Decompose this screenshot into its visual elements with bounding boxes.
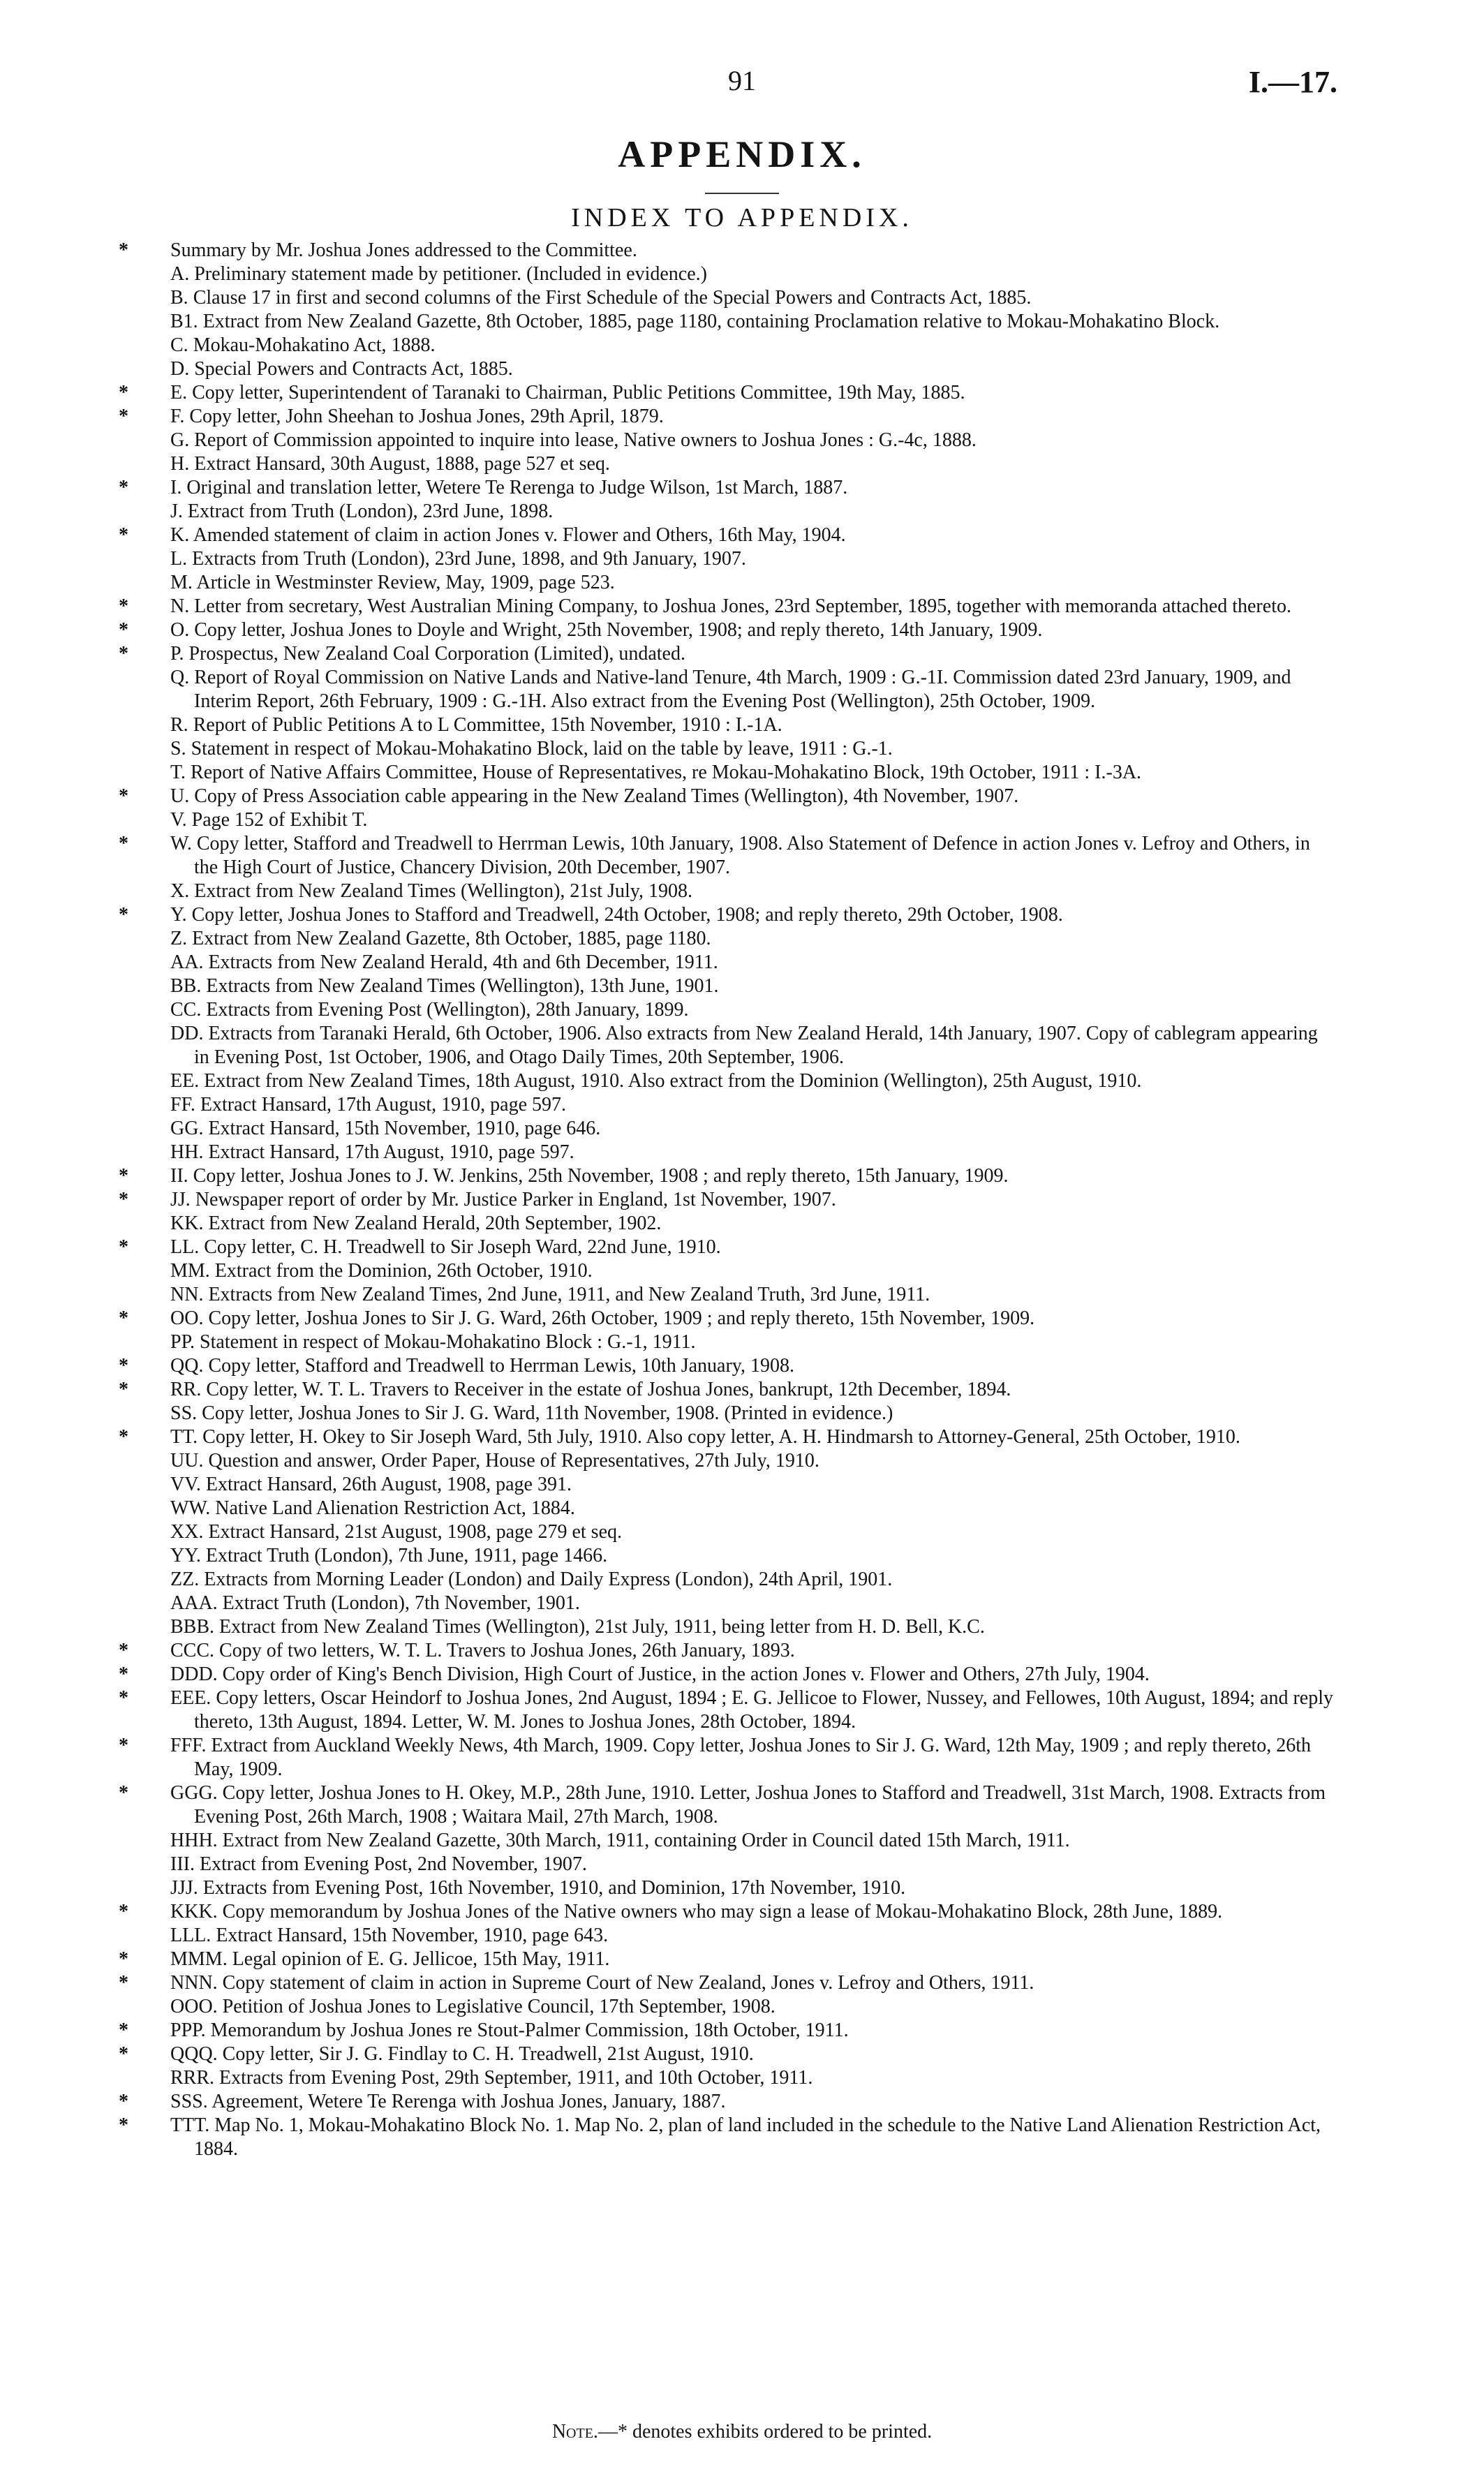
index-entry bbox=[105, 1402, 1337, 1425]
entry-label: QQ. bbox=[170, 1355, 204, 1377]
index-entry bbox=[105, 1425, 1337, 1449]
entry-text: Extract from Evening Post, 2nd November, 1907. bbox=[199, 1853, 587, 1875]
entry-text: Extracts from Truth (London), 23rd June, 1898, and 9th January, 1907. bbox=[192, 548, 746, 570]
printed-marker: * bbox=[119, 1735, 128, 1756]
index-entry bbox=[105, 2019, 1337, 2043]
entry-text: Copy letter, Sir J. G. Findlay to C. H. Treadwell, 21st August, 1910. bbox=[222, 2043, 754, 2065]
entry-label: U. bbox=[170, 785, 190, 807]
entry-label: S. bbox=[170, 738, 186, 759]
printed-marker: * bbox=[119, 1972, 128, 1994]
footnote-text: * denotes exhibits ordered to be printed. bbox=[617, 2421, 933, 2443]
page-subtitle: INDEX TO APPENDIX. bbox=[571, 203, 913, 232]
entry-label: AA. bbox=[170, 951, 204, 973]
entry-label: DDD. bbox=[170, 1663, 218, 1685]
printed-marker: * bbox=[119, 1307, 128, 1329]
index-entry bbox=[105, 500, 1337, 524]
entry-text: Extract from New Zealand Gazette, 8th October, 1885, page 1180. bbox=[192, 928, 711, 949]
entry-text: Statement in respect of Mokau-Mohakatino Block, laid on the table by leave, 1911 : G.-1. bbox=[191, 738, 893, 759]
entry-label: YY. bbox=[170, 1545, 201, 1566]
entry-text: Extracts from Morning Leader (London) and Daily Express (London), 24th April, 1901. bbox=[204, 1569, 893, 1590]
index-entry bbox=[105, 1995, 1337, 2019]
entry-label: GGG. bbox=[170, 1782, 218, 1804]
index-entry bbox=[105, 1615, 1337, 1639]
index-entry bbox=[105, 1971, 1337, 1995]
index-entry bbox=[105, 476, 1337, 500]
index-entry bbox=[105, 1829, 1337, 1853]
entry-text: Extracts from New Zealand Herald, 4th and 6th December, 1911. bbox=[208, 951, 718, 973]
index-entry bbox=[105, 974, 1337, 998]
entry-text: Extract from Auckland Weekly News, 4th March, 1909. Copy letter, Joshua Jones to Sir J. G. Ward, 12th May, 1909 ; and reply thereto, 26th May, 1909. bbox=[194, 1735, 1312, 1780]
index-entry bbox=[105, 310, 1337, 334]
index-entry bbox=[105, 1853, 1337, 1876]
entry-label: SSS. bbox=[170, 2091, 208, 2112]
index-entry bbox=[105, 334, 1337, 357]
index-entry bbox=[105, 2114, 1337, 2161]
entry-label: XX. bbox=[170, 1521, 204, 1543]
entry-label: I. bbox=[170, 477, 182, 498]
entry-text: Copy letter, Stafford and Treadwell to Herrman Lewis, 10th January, 1908. bbox=[208, 1355, 794, 1377]
entry-text: Legal opinion of E. G. Jellicoe, 15th May, 1911. bbox=[232, 1948, 610, 1970]
entry-text: Memorandum by Joshua Jones re Stout-Palmer Commission, 18th October, 1911. bbox=[210, 2020, 849, 2041]
entry-label: E. bbox=[170, 382, 188, 403]
entry-label: K. bbox=[170, 524, 190, 546]
index-entry bbox=[105, 1592, 1337, 1615]
entry-label: DD. bbox=[170, 1023, 204, 1044]
printed-marker: * bbox=[119, 2020, 128, 2041]
entry-label: UU. bbox=[170, 1450, 204, 1472]
entry-label: EE. bbox=[170, 1070, 200, 1092]
entry-text: Prospectus, New Zealand Coal Corporation (Limited), undated. bbox=[188, 643, 685, 665]
index-entry bbox=[105, 2043, 1337, 2066]
entry-text: Extract from New Zealand Gazette, 8th October, 1885, page 1180, containing Proclamation relative to Mokau-Mohakatino Block. bbox=[202, 311, 1220, 332]
entry-label: JJJ. bbox=[170, 1877, 198, 1899]
entry-label: BBB. bbox=[170, 1616, 215, 1638]
index-entry bbox=[105, 1639, 1337, 1663]
index-entry bbox=[105, 1117, 1337, 1141]
index-entry bbox=[105, 1449, 1337, 1473]
entry-label: VV. bbox=[170, 1474, 201, 1495]
entry-label: T. bbox=[170, 762, 186, 783]
entry-text: Amended statement of claim in action Jones v. Flower and Others, 16th May, 1904. bbox=[193, 524, 846, 546]
entry-text: Mokau-Mohakatino Act, 1888. bbox=[193, 334, 436, 356]
entry-label: II. bbox=[170, 1165, 188, 1187]
entry-label: Q. bbox=[170, 667, 190, 688]
entry-label: HH. bbox=[170, 1141, 204, 1163]
index-list bbox=[105, 239, 1337, 2161]
entry-text: Copy letters, Oscar Heindorf to Joshua Jones, 2nd August, 1894 ; E. G. Jellicoe to Flower, Nussey, and Fellowes, 10th August, 1894; and reply thereto, 13th August, 1894. Letter, W. M. Jones to Joshua Jones, 28th October, 1894. bbox=[194, 1687, 1333, 1733]
index-entry bbox=[105, 1188, 1337, 1212]
printed-marker: * bbox=[119, 904, 128, 926]
entry-text: Question and answer, Order Paper, House of Representatives, 27th July, 1910. bbox=[208, 1450, 819, 1472]
index-entry bbox=[105, 1141, 1337, 1164]
entry-text: Extracts from Evening Post, 16th November, 1910, and Dominion, 17th November, 1910. bbox=[202, 1877, 906, 1899]
entry-text: Extract from the Dominion, 26th October, 1910. bbox=[214, 1260, 593, 1282]
index-entry bbox=[105, 1497, 1337, 1520]
entry-label: CCC. bbox=[170, 1640, 215, 1661]
entry-label: LLL. bbox=[170, 1925, 212, 1946]
entry-text: Extract Truth (London), 7th November, 1901. bbox=[222, 1592, 580, 1614]
index-entry bbox=[105, 239, 1337, 262]
index-entry bbox=[105, 547, 1337, 571]
entry-text: Copy letter, H. Okey to Sir Joseph Ward, 5th July, 1910. Also copy letter, A. H. Hindmarsh to Attorney-General, 25th October, 1910. bbox=[202, 1426, 1240, 1448]
index-entry bbox=[105, 1354, 1337, 1378]
entry-text: Report of Royal Commission on Native Lands and Native-land Tenure, 4th March, 1909 : G.-1I. Commission dated 23rd January, 1909, and Interim Report, 26th February, 1909 : G.-1H. Also extract from the Evening Post (Wellington), 25th October, 1909. bbox=[194, 667, 1291, 712]
index-entry bbox=[105, 429, 1337, 452]
entry-label: M. bbox=[170, 572, 193, 593]
index-entry bbox=[105, 1259, 1337, 1283]
index-entry bbox=[105, 571, 1337, 595]
entry-text: Extracts from New Zealand Times (Wellington), 13th June, 1901. bbox=[206, 975, 719, 997]
entry-label: FFF. bbox=[170, 1735, 207, 1756]
entry-text: Preliminary statement made by petitioner. (Included in evidence.) bbox=[194, 263, 707, 285]
entry-label: KK. bbox=[170, 1213, 204, 1234]
index-entry bbox=[105, 1900, 1337, 1924]
index-entry bbox=[105, 713, 1337, 737]
document-reference: I.—17. bbox=[1248, 65, 1337, 99]
entry-text: Extract Hansard, 17th August, 1910, page 597. bbox=[208, 1141, 574, 1163]
entry-text: Clause 17 in first and second columns of the First Schedule of the Special Powers and Contracts Act, 1885. bbox=[193, 287, 1032, 309]
index-entry bbox=[105, 1283, 1337, 1307]
entry-text: Copy letter, W. T. L. Travers to Receiver in the estate of Joshua Jones, bankrupt, 12th December, 1894. bbox=[206, 1379, 1011, 1400]
entry-label: J. bbox=[170, 501, 183, 522]
entry-label: HHH. bbox=[170, 1830, 218, 1851]
index-entry bbox=[105, 1022, 1337, 1069]
index-entry bbox=[105, 832, 1337, 880]
entry-text: Article in Westminster Review, May, 1909, page 523. bbox=[196, 572, 615, 593]
entry-text: Copy statement of claim in action in Supreme Court of New Zealand, Jones v. Lefroy and Others, 1911. bbox=[222, 1972, 1034, 1994]
entry-text: Copy letter, Superintendent of Taranaki to Chairman, Public Petitions Committee, 19th May, 1885. bbox=[192, 382, 965, 403]
entry-text: Copy order of King's Bench Division, High Court of Justice, in the action Jones v. Flower and Others, 27th July, 1904. bbox=[222, 1663, 1150, 1685]
index-entry bbox=[105, 951, 1337, 974]
printed-marker: * bbox=[119, 1948, 128, 1970]
index-entry bbox=[105, 1069, 1337, 1093]
index-entry bbox=[105, 2066, 1337, 2090]
entry-text: Letter from secretary, West Australian Mining Company, to Joshua Jones, 23rd September, 1895, together with memoranda attached thereto. bbox=[194, 595, 1291, 617]
printed-marker: * bbox=[119, 1236, 128, 1258]
entry-text: Agreement, Wetere Te Rerenga with Joshua Jones, January, 1887. bbox=[212, 2091, 726, 2112]
printed-marker: * bbox=[119, 1901, 128, 1922]
index-entry bbox=[105, 1734, 1337, 1781]
index-entry bbox=[105, 1544, 1337, 1568]
entry-label: QQQ. bbox=[170, 2043, 218, 2065]
entry-label: SS. bbox=[170, 1402, 198, 1424]
index-entry bbox=[105, 1876, 1337, 1900]
printed-marker: * bbox=[119, 2043, 128, 2065]
entry-text: Copy letter, Joshua Jones to Stafford and Treadwell, 24th October, 1908; and reply thereto, 29th October, 1908. bbox=[191, 904, 1063, 926]
entry-label: W. bbox=[170, 833, 192, 854]
printed-marker: * bbox=[119, 595, 128, 617]
index-entry bbox=[105, 1473, 1337, 1497]
entry-text: Extract Hansard, 26th August, 1908, page 391. bbox=[205, 1474, 572, 1495]
entry-label: RRR. bbox=[170, 2067, 215, 2089]
footnote-label: Note.— bbox=[551, 2421, 618, 2443]
entry-label: OO. bbox=[170, 1307, 204, 1329]
entry-text: Newspaper report of order by Mr. Justice Parker in England, 1st November, 1907. bbox=[195, 1189, 836, 1210]
entry-text: Copy letter, John Sheehan to Joshua Jones, 29th April, 1879. bbox=[189, 406, 664, 427]
index-entry bbox=[105, 880, 1337, 903]
index-entry bbox=[105, 1236, 1337, 1259]
entry-text: Extract from New Zealand Times (Wellington), 21st July, 1908. bbox=[194, 880, 692, 902]
index-entry bbox=[105, 903, 1337, 927]
entry-label: R. bbox=[170, 714, 188, 736]
entry-label: PPP. bbox=[170, 2020, 206, 2041]
entry-label: WW. bbox=[170, 1497, 211, 1519]
entry-text: Map No. 1, Mokau-Mohakatino Block No. 1. Map No. 2, plan of land included in the schedule to the Native Land Alienation Restriction Act, 1884. bbox=[194, 2114, 1321, 2160]
entry-label: AAA. bbox=[170, 1592, 218, 1614]
index-entry bbox=[105, 1212, 1337, 1236]
index-entry bbox=[105, 381, 1337, 405]
entry-label: D. bbox=[170, 358, 190, 380]
entry-text: Copy letter, Stafford and Treadwell to Herrman Lewis, 10th January, 1908. Also Statement of Defence in action Jones v. Lefroy and Others, in the High Court of Justice, Chancery Division, 20th December, 1907. bbox=[194, 833, 1310, 878]
entry-text: Copy letter, Joshua Jones to Sir J. G. Ward, 11th November, 1908. (Printed in evidence.) bbox=[202, 1402, 893, 1424]
printed-marker: * bbox=[119, 1663, 128, 1685]
entry-label: MMM. bbox=[170, 1948, 228, 1970]
entry-label: PP. bbox=[170, 1331, 195, 1353]
printed-marker: * bbox=[119, 1355, 128, 1377]
index-entry bbox=[105, 452, 1337, 476]
entry-label: CC. bbox=[170, 999, 202, 1021]
entry-text: Copy of two letters, W. T. L. Travers to Joshua Jones, 26th January, 1893. bbox=[219, 1640, 795, 1661]
entry-label: C. bbox=[170, 334, 188, 356]
entry-text: Special Powers and Contracts Act, 1885. bbox=[194, 358, 513, 380]
entry-text: Extracts from New Zealand Times, 2nd June, 1911, and New Zealand Truth, 3rd June, 1911. bbox=[208, 1284, 930, 1305]
entry-text: Original and translation letter, Wetere Te Rerenga to Judge Wilson, 1st March, 1887. bbox=[186, 477, 848, 498]
printed-marker: * bbox=[119, 1379, 128, 1400]
index-entry bbox=[105, 761, 1337, 785]
entry-label: GG. bbox=[170, 1118, 204, 1139]
index-entry bbox=[105, 1924, 1337, 1948]
entry-label: TT. bbox=[170, 1426, 198, 1448]
entry-text: Extracts from Taranaki Herald, 6th October, 1906. Also extracts from New Zealand Herald, 14th January, 1907. Copy of cablegram appearing in Evening Post, 1st October, 1906, and Otago Daily Times, 20th September, 1906. bbox=[194, 1023, 1318, 1068]
entry-text: Copy letter, Joshua Jones to Doyle and Wright, 25th November, 1908; and reply thereto, 14th January, 1909. bbox=[194, 619, 1043, 641]
entry-text: Extracts from Evening Post, 29th September, 1911, and 10th October, 1911. bbox=[219, 2067, 813, 2089]
printed-marker: * bbox=[119, 1426, 128, 1448]
index-entry bbox=[105, 998, 1337, 1022]
entry-text: Extract Hansard, 21st August, 1908, page 279 et seq. bbox=[208, 1521, 623, 1543]
index-entry bbox=[105, 1164, 1337, 1188]
index-entry bbox=[105, 808, 1337, 832]
entry-text: Copy letter, C. H. Treadwell to Sir Joseph Ward, 22nd June, 1910. bbox=[204, 1236, 721, 1258]
printed-marker: * bbox=[119, 833, 128, 854]
index-entry bbox=[105, 262, 1337, 286]
entry-text: Extract Hansard, 17th August, 1910, page 597. bbox=[200, 1094, 567, 1116]
entry-label: B1. bbox=[170, 311, 198, 332]
entry-label: N. bbox=[170, 595, 190, 617]
entry-label: NN. bbox=[170, 1284, 204, 1305]
entry-label: III. bbox=[170, 1853, 195, 1875]
entry-label: P. bbox=[170, 643, 184, 665]
entry-text: Extract Hansard, 15th November, 1910, page 646. bbox=[208, 1118, 601, 1139]
printed-marker: * bbox=[119, 2091, 128, 2112]
entry-label: OOO. bbox=[170, 1996, 218, 2017]
index-entry bbox=[105, 927, 1337, 951]
entry-label: LL. bbox=[170, 1236, 200, 1258]
entry-label: A. bbox=[170, 263, 190, 285]
index-entry bbox=[105, 618, 1337, 642]
printed-marker: * bbox=[119, 1640, 128, 1661]
printed-marker: * bbox=[119, 2114, 128, 2136]
entry-label: JJ. bbox=[170, 1189, 191, 1210]
entry-label: ZZ. bbox=[170, 1569, 200, 1590]
index-entry bbox=[105, 286, 1337, 310]
printed-marker: * bbox=[119, 643, 128, 665]
printed-marker: * bbox=[119, 1782, 128, 1804]
entry-text: Page 152 of Exhibit T. bbox=[191, 809, 368, 831]
entry-label: X. bbox=[170, 880, 190, 902]
entry-text: Copy of Press Association cable appearing in the New Zealand Times (Wellington), 4th November, 1907. bbox=[194, 785, 1019, 807]
entry-text: Native Land Alienation Restriction Act, 1884. bbox=[215, 1497, 575, 1519]
entry-label: F. bbox=[170, 406, 185, 427]
entry-label: KKK. bbox=[170, 1901, 218, 1922]
printed-marker: * bbox=[119, 619, 128, 641]
entry-text: Extracts from Evening Post (Wellington), 28th January, 1899. bbox=[206, 999, 689, 1021]
index-entry bbox=[105, 1331, 1337, 1354]
page-number: 91 bbox=[728, 65, 756, 96]
entry-text: Copy memorandum by Joshua Jones of the Native owners who may sign a lease of Mokau-Mohakatino Block, 28th June, 1889. bbox=[222, 1901, 1223, 1922]
page-title: APPENDIX. bbox=[618, 133, 866, 175]
entry-text: Extract from Truth (London), 23rd June, 1898. bbox=[187, 501, 554, 522]
index-entry bbox=[105, 1378, 1337, 1402]
entry-text: Report of Commission appointed to inquire into lease, Native owners to Joshua Jones : G.-4c, 1888. bbox=[194, 429, 977, 451]
entry-label: MM. bbox=[170, 1260, 210, 1282]
entry-text: Copy letter, Joshua Jones to J. W. Jenkins, 25th November, 1908 ; and reply thereto, 15th January, 1909. bbox=[193, 1165, 1009, 1187]
title-rule bbox=[705, 193, 779, 194]
index-entry bbox=[105, 666, 1337, 713]
index-entry bbox=[105, 357, 1337, 381]
index-entry bbox=[105, 1687, 1337, 1734]
index-entry bbox=[105, 1781, 1337, 1829]
entry-text: Statement in respect of Mokau-Mohakatino Block : G.-1, 1911. bbox=[200, 1331, 696, 1353]
printed-marker: * bbox=[119, 406, 128, 427]
entry-text: Extract from New Zealand Gazette, 30th March, 1911, containing Order in Council dated 15th March, 1911. bbox=[222, 1830, 1070, 1851]
index-entry bbox=[105, 524, 1337, 547]
entry-text: Extract from New Zealand Herald, 20th September, 1902. bbox=[208, 1213, 662, 1234]
entry-text: Extract Hansard, 15th November, 1910, page 643. bbox=[216, 1925, 609, 1946]
entry-text: Report of Native Affairs Committee, House of Representatives, re Mokau-Mohakatino Block, 19th October, 1911 : I.-3A. bbox=[191, 762, 1142, 783]
index-entry bbox=[105, 1307, 1337, 1331]
index-entry bbox=[105, 595, 1337, 618]
entry-label: L. bbox=[170, 548, 188, 570]
printed-marker: * bbox=[119, 1189, 128, 1210]
entry-label: H. bbox=[170, 453, 190, 475]
printed-marker: * bbox=[119, 477, 128, 498]
entry-label: V. bbox=[170, 809, 187, 831]
index-entry bbox=[105, 405, 1337, 429]
entry-text: Report of Public Petitions A to L Committee, 15th November, 1910 : I.-1A. bbox=[193, 714, 782, 736]
printed-marker: * bbox=[119, 785, 128, 807]
printed-marker: * bbox=[119, 1165, 128, 1187]
footnote bbox=[0, 2421, 1484, 2443]
index-entry bbox=[105, 1948, 1337, 1971]
entry-label: Z. bbox=[170, 928, 188, 949]
printed-marker: * bbox=[119, 382, 128, 403]
entry-label: RR. bbox=[170, 1379, 202, 1400]
printed-marker: * bbox=[119, 524, 128, 546]
printed-marker: * bbox=[119, 1687, 128, 1709]
entry-text: Summary by Mr. Joshua Jones addressed to the Committee. bbox=[170, 239, 637, 261]
index-entry bbox=[105, 642, 1337, 666]
index-entry bbox=[105, 1568, 1337, 1592]
entry-label: FF. bbox=[170, 1094, 195, 1116]
entry-label: EEE. bbox=[170, 1687, 212, 1709]
entry-label: B. bbox=[170, 287, 188, 309]
index-entry bbox=[105, 1520, 1337, 1544]
entry-label: BB. bbox=[170, 975, 202, 997]
entry-text: Extract Hansard, 30th August, 1888, page 527 et seq. bbox=[194, 453, 610, 475]
entry-text: Petition of Joshua Jones to Legislative Council, 17th September, 1908. bbox=[222, 1996, 776, 2017]
entry-text: Copy letter, Joshua Jones to Sir J. G. Ward, 26th October, 1909 ; and reply thereto, 15th November, 1909. bbox=[208, 1307, 1035, 1329]
index-entry bbox=[105, 2090, 1337, 2114]
entry-label: O. bbox=[170, 619, 190, 641]
entry-text: Copy letter, Joshua Jones to H. Okey, M.P., 28th June, 1910. Letter, Joshua Jones to Stafford and Treadwell, 31st March, 1908. Extracts from Evening Post, 26th March, 1908 ; Waitara Mail, 27th March, 1908. bbox=[194, 1782, 1326, 1828]
entry-label: G. bbox=[170, 429, 190, 451]
entry-label: TTT. bbox=[170, 2114, 210, 2136]
entry-text: Extract Truth (London), 7th June, 1911, page 1466. bbox=[205, 1545, 608, 1566]
entry-text: Extract from New Zealand Times, 18th August, 1910. Also extract from the Dominion (Wellington), 25th August, 1910. bbox=[204, 1070, 1142, 1092]
entry-text: Extract from New Zealand Times (Wellington), 21st July, 1911, being letter from H. D. Bell, K.C. bbox=[219, 1616, 985, 1638]
index-entry bbox=[105, 1093, 1337, 1117]
entry-label: NNN. bbox=[170, 1972, 218, 1994]
index-entry bbox=[105, 1663, 1337, 1687]
index-entry bbox=[105, 785, 1337, 808]
index-entry bbox=[105, 737, 1337, 761]
printed-marker: * bbox=[119, 239, 128, 261]
entry-label: Y. bbox=[170, 904, 187, 926]
